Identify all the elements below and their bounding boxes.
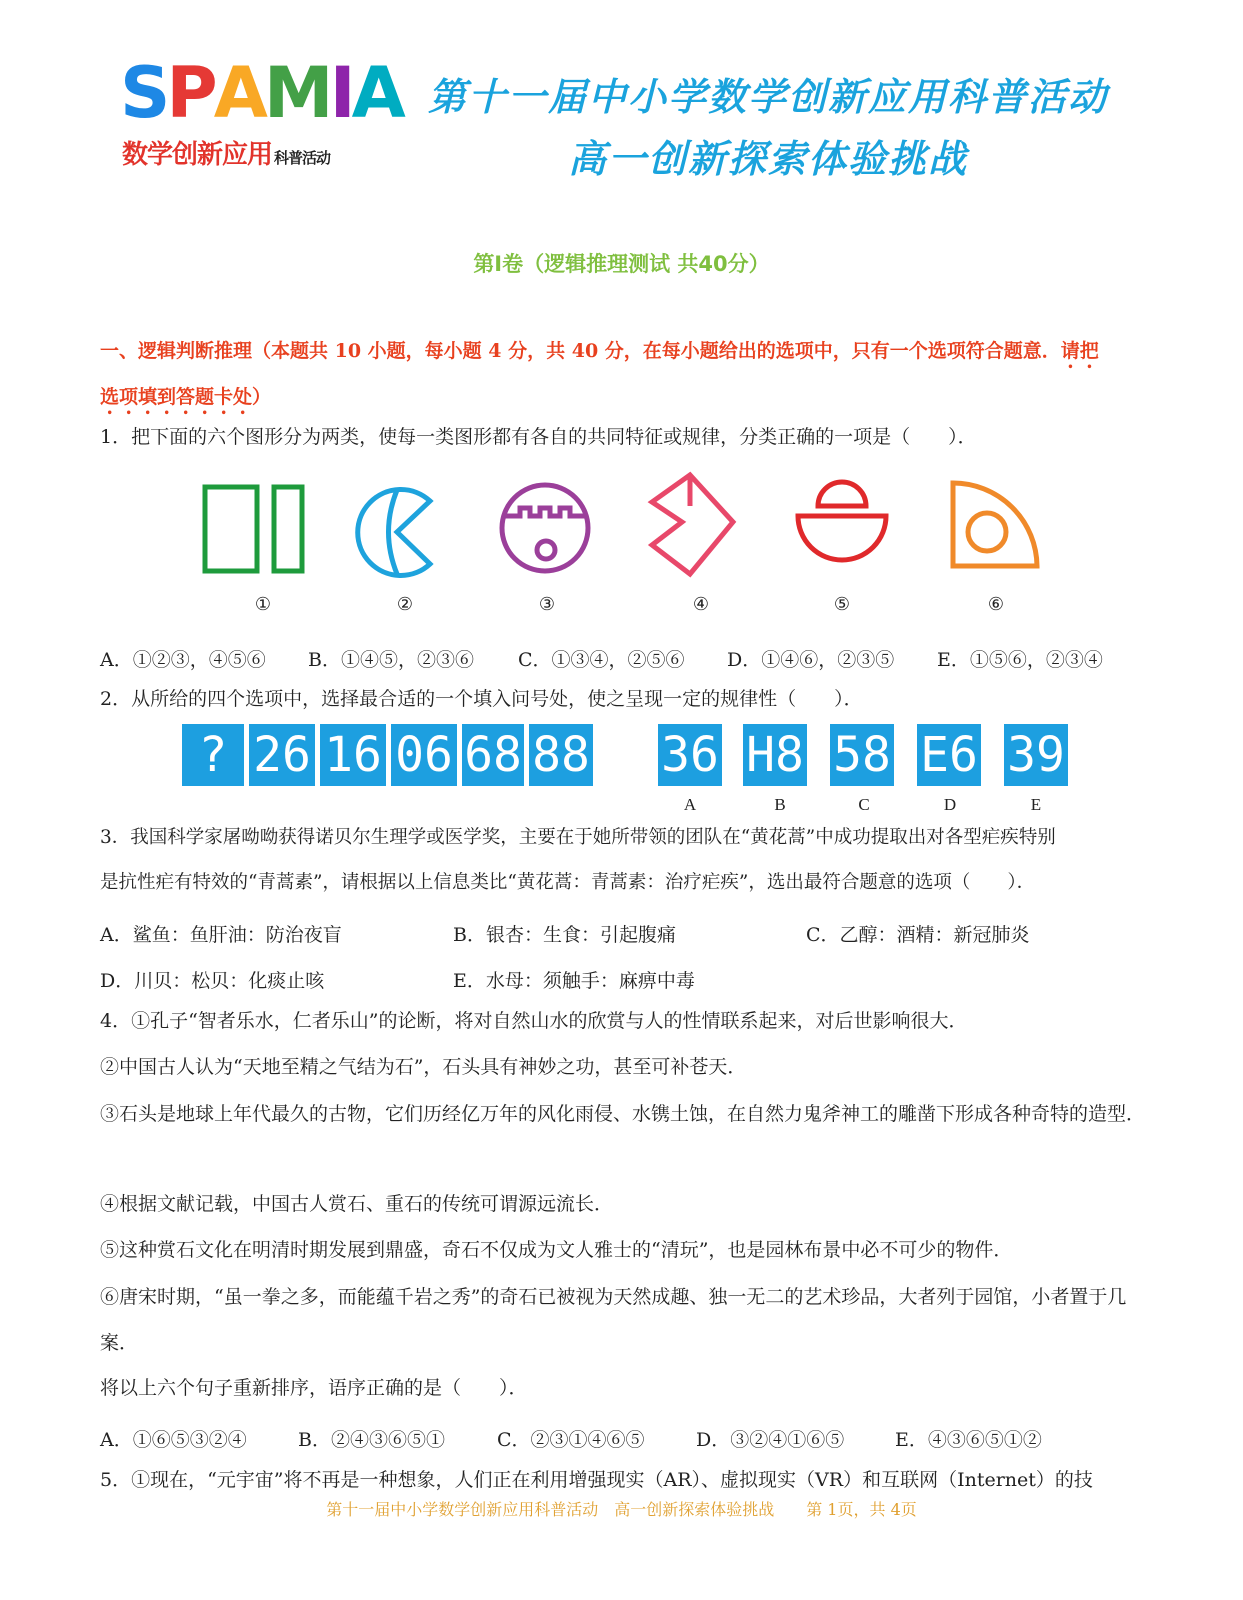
q3-stem-line1: 3．我国科学家屠呦呦获得诺贝尔生理学或医学奖，主要在于她所带领的团队在“黄花蒿”中成功提取出对各型疟疾特别 bbox=[100, 827, 1056, 848]
q1-option-d[interactable]: D．①④⑥，②③⑤ bbox=[727, 649, 895, 671]
logo-letter: A bbox=[351, 52, 402, 134]
figure-2 bbox=[358, 490, 430, 576]
q1-option-b[interactable]: B．①④⑤，②③⑥ bbox=[308, 649, 474, 671]
figure-5 bbox=[798, 482, 886, 560]
choice-label: E bbox=[1030, 795, 1042, 814]
q3-option-e[interactable]: E．水母：须触手：麻痹中毒 bbox=[453, 970, 695, 992]
part-heading-emphasis: 请把 bbox=[1060, 340, 1099, 362]
page-title-line2: 高一创新探索体验挑战 bbox=[568, 136, 969, 181]
choice-tile-b[interactable]: H8 bbox=[743, 724, 807, 786]
figure-label: ① bbox=[254, 594, 272, 615]
logo-subtitle-main: 数学创新应用 bbox=[122, 140, 273, 170]
sequence-tile: 06 bbox=[391, 724, 457, 786]
q4-sentence-2: ②中国古人认为“天地至精之气结为石”，石头具有神妙之功，甚至可补苍天． bbox=[100, 1056, 747, 1078]
q5-stem-line1: 5．①现在，“元宇宙”将不再是一种想象，人们正在利用增强现实（AR）、虚拟现实（VR）和互联网（Internet）的技 bbox=[100, 1469, 1093, 1491]
sequence-tile: 16 bbox=[320, 724, 386, 786]
logo-letter: M bbox=[263, 52, 330, 134]
choice-tile-c[interactable]: 58 bbox=[830, 724, 894, 786]
figure-label: ③ bbox=[538, 594, 556, 615]
q3-option-a[interactable]: A．鲨鱼：鱼肝油：防治夜盲 bbox=[100, 924, 342, 946]
q3-option-d[interactable]: D．川贝：松贝：化痰止咳 bbox=[100, 970, 325, 992]
part-heading-text: ） bbox=[252, 386, 272, 408]
part-heading bbox=[100, 328, 1155, 420]
q4-ask: 将以上六个句子重新排序，语序正确的是（ ）． bbox=[100, 1377, 528, 1399]
q4-sentence-1: 4．①孔子“智者乐水，仁者乐山”的论断，将对自然山水的欣赏与人的性情联系起来，对后世影响很大． bbox=[100, 1010, 968, 1032]
part-heading-text: 一、逻辑判断推理（本题共 10 小题，每小题 4 分，共 40 分，在每小题给出的选项中，只有一个选项符合题意． bbox=[100, 340, 1061, 362]
q1-stem: 1．把下面的六个图形分为两类，使每一类图形都有各自的共同特征或规律，分类正确的一项是（ ）． bbox=[100, 426, 977, 448]
q4-option-b[interactable]: B．②④③⑥⑤① bbox=[298, 1429, 445, 1451]
q2-stem: 2．从所给的四个选项中，选择最合适的一个填入问号处，使之呈现一定的规律性（ ）． bbox=[100, 688, 863, 710]
page-footer: 第十一届中小学数学创新应用科普活动 高一创新探索体验挑战 第 1页，共 4页 bbox=[326, 1500, 917, 1519]
logo-letter: P bbox=[166, 52, 214, 134]
q4-option-e[interactable]: E．④③⑥⑤①② bbox=[895, 1429, 1042, 1451]
q4-option-c[interactable]: C．②③①④⑥⑤ bbox=[497, 1429, 645, 1451]
logo-letter: A bbox=[213, 52, 264, 134]
figure-label: ⑤ bbox=[833, 594, 851, 615]
choice-label: A bbox=[683, 795, 697, 814]
figure-6 bbox=[953, 483, 1037, 566]
sequence-tile: 26 bbox=[249, 724, 315, 786]
figure-label: ⑥ bbox=[987, 594, 1005, 615]
choice-label: C bbox=[858, 795, 870, 814]
logo-letter: I bbox=[329, 52, 352, 134]
choice-tile-a[interactable]: 36 bbox=[658, 724, 722, 786]
figure-3 bbox=[502, 485, 588, 571]
choice-label: B bbox=[774, 795, 786, 814]
q1-option-c[interactable]: C．①③④，②⑤⑥ bbox=[518, 649, 685, 671]
choice-label: D bbox=[943, 795, 957, 814]
page-title-line1: 第十一届中小学数学创新应用科普活动 bbox=[428, 74, 1109, 119]
q4-sentence-3: ③石头是地球上年代最久的古物，它们历经亿万年的风化雨侵、水镌土蚀，在自然力鬼斧神工的雕凿下形成各种奇特的造型． bbox=[100, 1103, 1146, 1125]
choice-tile-d[interactable]: E6 bbox=[917, 724, 981, 786]
figure-label: ② bbox=[396, 594, 414, 615]
logo bbox=[120, 52, 402, 134]
q1-figures bbox=[190, 470, 1060, 585]
part-heading-emphasis: 选项填到答题卡处 bbox=[100, 386, 253, 408]
logo-letter: S bbox=[120, 52, 167, 134]
q4-option-a[interactable]: A．①⑥⑤③②④ bbox=[100, 1429, 247, 1451]
figure-label: ④ bbox=[692, 594, 710, 615]
q3-option-c[interactable]: C．乙醇：酒精：新冠肺炎 bbox=[806, 924, 1030, 946]
logo-subtitle bbox=[122, 134, 330, 171]
figure-1 bbox=[205, 487, 302, 571]
q4-sentence-4: ④根据文献记载，中国古人赏石、重石的传统可谓源远流长． bbox=[100, 1193, 614, 1215]
sequence-tile: ? bbox=[182, 724, 244, 786]
section-title: 第Ⅰ卷（逻辑推理测试 共40分） bbox=[473, 252, 770, 276]
figure-4 bbox=[652, 475, 733, 574]
choice-tile-e[interactable]: 39 bbox=[1004, 724, 1068, 786]
sequence-tile: 68 bbox=[462, 724, 524, 786]
q4-sentence-6: ⑥唐宋时期，“虽一拳之多，而能蕴千岩之秀”的奇石已被视为天然成趣、独一无二的艺术珍品，大者列于园馆，小者置于几案． bbox=[100, 1286, 1127, 1354]
q1-option-e[interactable]: E．①⑤⑥，②③④ bbox=[937, 649, 1103, 671]
sequence-tile: 88 bbox=[529, 724, 593, 786]
logo-subtitle-small: 科普活动 bbox=[274, 149, 331, 167]
q3-option-b[interactable]: B．银杏：生食：引起腹痛 bbox=[453, 924, 676, 946]
q3-stem-line2: 是抗性疟有特效的“青蒿素”，请根据以上信息类比“黄花蒿：青蒿素：治疗疟疾”，选出最符合题意的选项（ ）． bbox=[100, 872, 1036, 893]
q4-sentence-5: ⑤这种赏石文化在明清时期发展到鼎盛，奇石不仅成为文人雅士的“清玩”，也是园林布景中必不可少的物件． bbox=[100, 1239, 1013, 1261]
q4-option-d[interactable]: D．③②④①⑥⑤ bbox=[696, 1429, 845, 1451]
q1-option-a[interactable]: A．①②③，④⑤⑥ bbox=[100, 649, 266, 671]
